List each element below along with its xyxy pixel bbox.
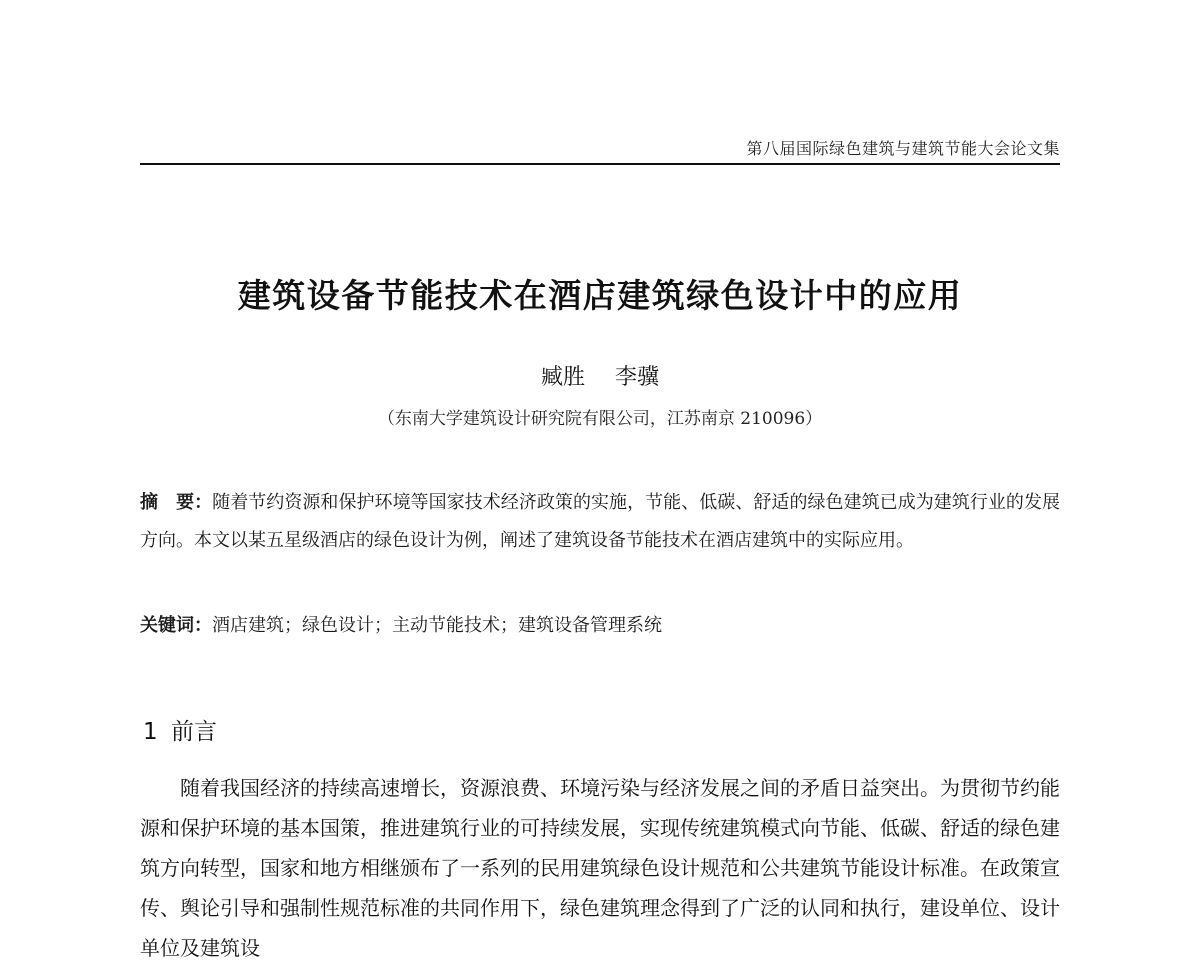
keywords-text: 酒店建筑；绿色设计；主动节能技术；建筑设备管理系统 bbox=[212, 615, 662, 636]
running-header: 第八届国际绿色建筑与建筑节能大会论文集 bbox=[746, 139, 1060, 158]
author-name: 臧胜 bbox=[540, 365, 585, 390]
abstract-label: 摘 要： bbox=[140, 492, 213, 513]
author-name: 李骥 bbox=[615, 365, 660, 390]
abstract-text: 随着节约资源和保护环境等国家技术经济政策的实施，节能、低碳、舒适的绿色建筑已成为建筑行业的发展方向。本文以某五星级酒店的绿色设计为例，阐述了建筑设备节能技术在酒店建筑中的实际应用。 bbox=[140, 492, 1061, 551]
section-title: 前言 bbox=[171, 719, 217, 745]
paper-title: 建筑设备节能技术在酒店建筑绿色设计中的应用 bbox=[237, 276, 963, 315]
section-heading bbox=[143, 713, 217, 746]
author-affiliation: （东南大学建筑设计研究院有限公司，江苏南京 210096） bbox=[377, 409, 823, 429]
keywords-label: 关键词： bbox=[140, 615, 212, 636]
author-list bbox=[0, 360, 1200, 391]
section-number: 1 bbox=[143, 719, 158, 745]
abstract bbox=[140, 484, 1060, 560]
keywords bbox=[140, 608, 1060, 644]
body-paragraph: 随着我国经济的持续高速增长，资源浪费、环境污染与经济发展之间的矛盾日益突出。为贯彻节约能源和保护环境的基本国策，推进建筑行业的可持续发展，实现传统建筑模式向节能、低碳、舒适的绿色建筑方向转型，国家和地方相继颁布了一系列的民用建筑绿色设计规范和公共建筑节能设计标准。在政策宣传、舆论引导和强制性规范标准的共同作用下，绿色建筑理念得到了广泛的认同和执行，建设单位、设计单位及建筑设 bbox=[140, 776, 1060, 960]
header-rule bbox=[140, 163, 1060, 165]
